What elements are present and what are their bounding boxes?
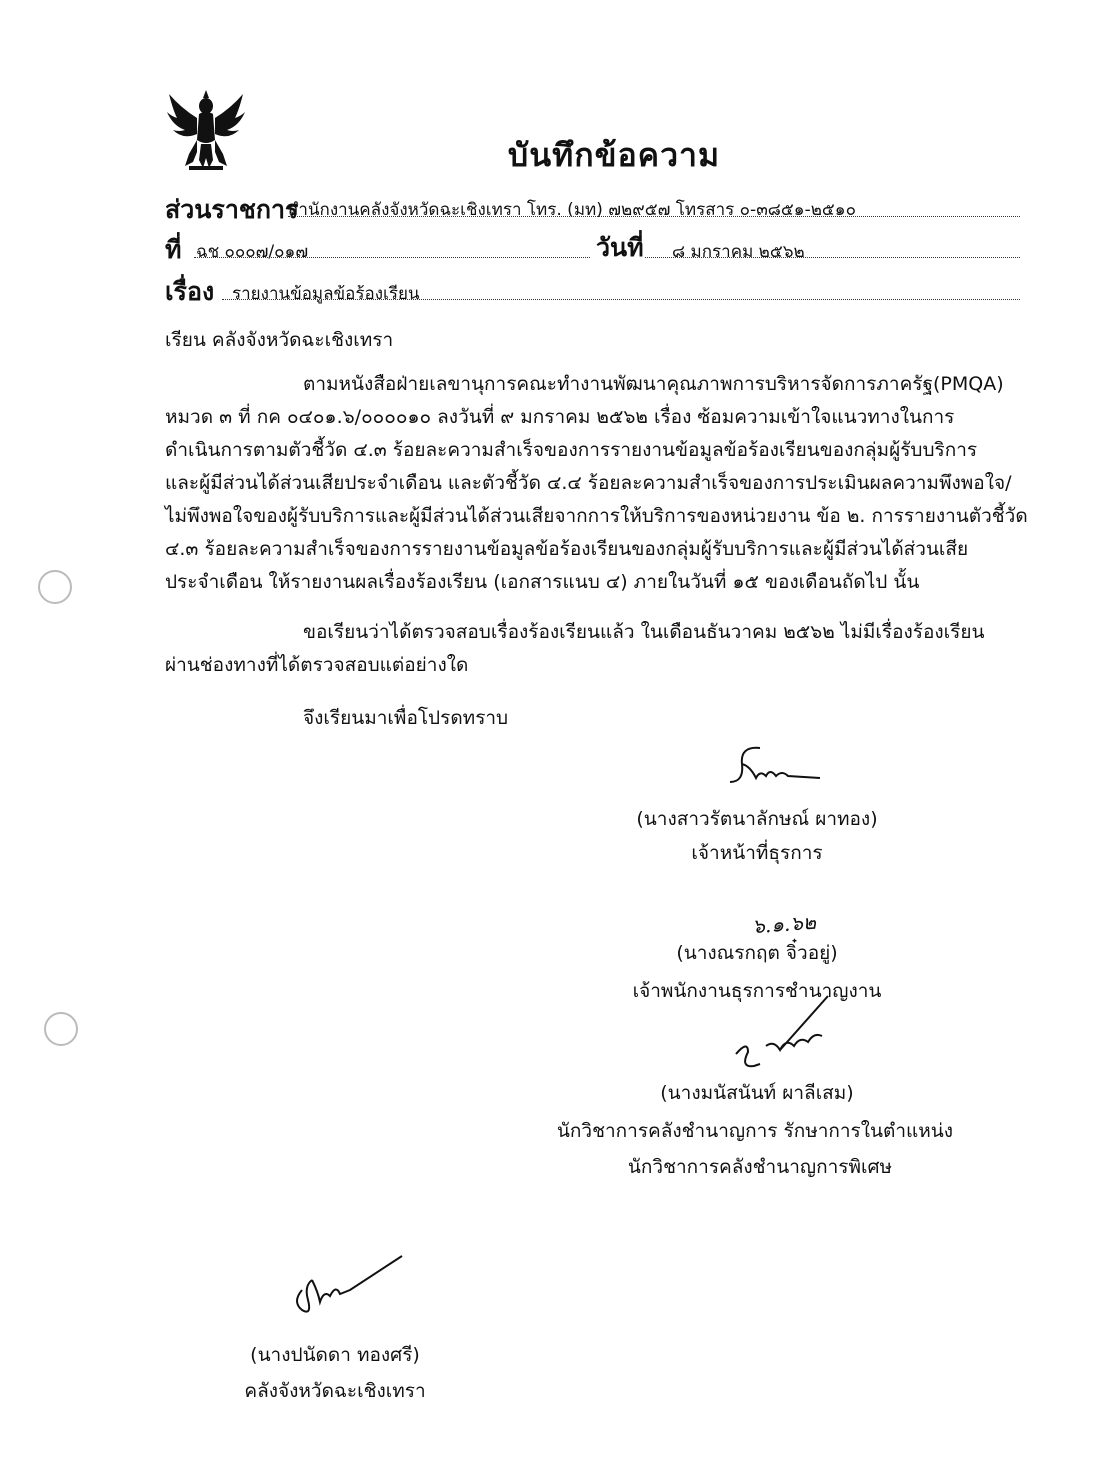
p2-line: ผ่านช่องทางที่ได้ตรวจสอบแต่อย่างใด	[165, 654, 469, 676]
p1-line: ๔.๓ ร้อยละความสำเร็จของการรายงานข้อมูลข้อร้องเรียนของกลุ่มผู้รับบริการและผู้มีส่วนได้ส่วนเสีย	[165, 538, 969, 560]
salutation: เรียน คลังจังหวัดฉะเชิงเทรา	[165, 329, 394, 351]
signatory-3-name: (นางมนัสนันท์ ผาลีเสม)	[660, 1082, 854, 1104]
p1-line: และผู้มีส่วนได้ส่วนเสียประจำเดือน และตัวชี้วัด ๔.๔ ร้อยละความสำเร็จของการประเมินผลความพึงพอใจ/	[165, 472, 1012, 494]
subject-dotted-line	[222, 299, 1020, 300]
p2-line: ขอเรียนว่าได้ตรวจสอบเรื่องร้องเรียนแล้ว ในเดือนธันวาคม ๒๕๖๒ ไม่มีเรื่องร้องเรียน	[303, 621, 985, 643]
punch-hole-bottom	[44, 1012, 78, 1046]
p1-line: ดำเนินการตามตัวชี้วัด ๔.๓ ร้อยละความสำเร็จของการรายงานข้อมูลข้อร้องเรียนของกลุ่มผู้รับบริการ	[165, 439, 978, 461]
p1-line: ประจำเดือน ให้รายงานผลเรื่องร้องเรียน (เอกสารแนบ ๔) ภายในวันที่ ๑๕ ของเดือนถัดไป นั้น	[165, 571, 920, 593]
agency-dotted-line	[288, 216, 1020, 217]
signatory-4-name: (นางปนัดดา ทองศรี)	[250, 1344, 420, 1366]
subject-label: เรื่อง	[165, 277, 215, 306]
signatory-1-name: (นางสาวรัตนาลักษณ์ ผาทอง)	[636, 808, 878, 830]
signatory-3-position-2: นักวิชาการคลังชำนาญการพิเศษ	[627, 1156, 893, 1178]
signature-4-image	[290, 1250, 410, 1320]
memo-title: บันทึกข้อความ	[507, 136, 721, 174]
date-label: วันที่	[596, 233, 644, 262]
ref-value: ฉช ๐๐๐๗/๐๑๗	[196, 242, 309, 262]
body-paragraph-2	[165, 616, 1035, 682]
p1-line: ตามหนังสือฝ่ายเลขานุการคณะทำงานพัฒนาคุณภาพการบริหารจัดการภาครัฐ(PMQA)	[303, 373, 1004, 395]
signature-2-image: ๖.๑.๖๒	[751, 909, 817, 939]
signatory-2-name: (นางณรกฤต จิ๋วอยู่)	[676, 942, 838, 964]
signature-3-image	[730, 992, 840, 1082]
closing-line: จึงเรียนมาเพื่อโปรดทราบ	[303, 707, 509, 729]
signatory-1-position: เจ้าหน้าที่ธุรการ	[691, 842, 823, 864]
date-dotted-line	[645, 257, 1020, 258]
agency-value: สำนักงานคลังจังหวัดฉะเชิงเทรา โทร. (มท) ๗๒๙๕๗ โทรสาร ๐-๓๘๕๑-๒๕๑๐	[288, 200, 856, 220]
signatory-4-position: คลังจังหวัดฉะเชิงเทรา	[244, 1380, 426, 1402]
p1-line: หมวด ๓ ที่ กค ๐๔๐๑.๖/๐๐๐๐๑๐ ลงวันที่ ๙ มกราคม ๒๕๖๒ เรื่อง ซ้อมความเข้าใจแนวทางในการ	[165, 406, 955, 428]
ref-label: ที่	[165, 235, 182, 264]
signatory-2-position: เจ้าพนักงานธุรการชำนาญงาน	[632, 980, 882, 1002]
subject-value: รายงานข้อมูลข้อร้องเรียน	[232, 284, 420, 304]
punch-hole-top	[38, 570, 72, 604]
agency-label: ส่วนราชการ	[165, 195, 299, 224]
ref-dotted-line	[194, 257, 590, 258]
date-value: ๘ มกราคม ๒๕๖๒	[672, 242, 805, 262]
signatory-3-position-1: นักวิชาการคลังชำนาญการ รักษาการในตำแหน่ง	[556, 1120, 954, 1142]
p1-line: ไม่พึงพอใจของผู้รับบริการและผู้มีส่วนได้ส่วนเสียจากการให้บริการของหน่วยงาน ข้อ ๒. การรายงานตัวชี้วัด	[165, 505, 1028, 527]
signature-1-image	[720, 742, 830, 792]
body-paragraph-1	[165, 368, 1035, 599]
